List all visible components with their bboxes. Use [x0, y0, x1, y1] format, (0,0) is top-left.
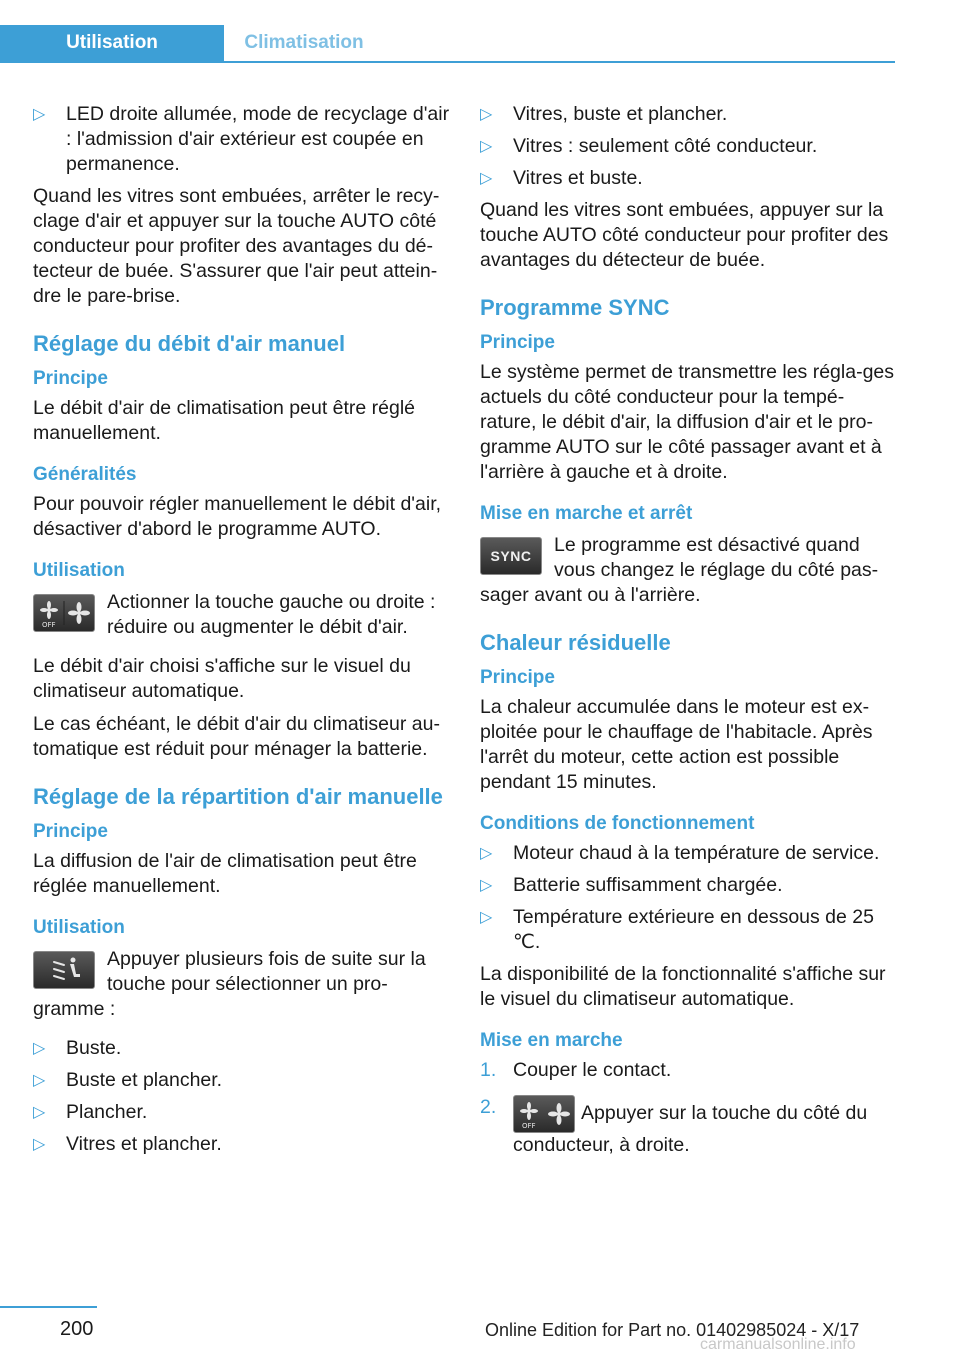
triangle-bullet-icon: ▷ — [33, 1040, 46, 1057]
air-distribution-button-icon — [33, 951, 95, 989]
subsection-heading: Principe — [33, 821, 108, 842]
watermark: carmanualsonline.info — [700, 1336, 856, 1353]
list-item: ▷ Température extérieure en dessous de 25 ℃. — [480, 906, 874, 953]
subsection-heading: Généralités — [33, 464, 137, 485]
paragraph: Le cas échéant, le débit d'air du climatiseur au-tomatique est réduit pour ménager la batterie. — [33, 713, 440, 760]
list-item: ▷ LED droite allumée, mode de recyclage d'air : l'admission d'air extérieur est coupée en permanence. — [33, 103, 450, 175]
icon-text-block — [33, 947, 451, 1022]
section-title: Réglage du débit d'air manuel — [33, 331, 346, 356]
subsection-heading: Principe — [480, 667, 555, 688]
triangle-bullet-icon: ▷ — [33, 106, 46, 123]
steps-list — [480, 1058, 898, 1158]
tab-climatisation[interactable]: Climatisation — [244, 32, 364, 53]
tab-utilisation[interactable]: Utilisation — [0, 25, 224, 61]
list-item: ▷ Batterie suffisamment chargée. — [480, 874, 783, 896]
triangle-bullet-icon: ▷ — [480, 845, 493, 862]
paragraph: Le débit d'air de climatisation peut être réglé manuellement. — [33, 397, 416, 444]
section-title: Chaleur résiduelle — [480, 630, 671, 655]
subsection-heading: Utilisation — [33, 560, 125, 581]
paragraph: La diffusion de l'air de climatisation peut être réglée manuellement. — [33, 850, 417, 897]
icon-text-block — [33, 590, 451, 640]
paragraph: La disponibilité de la fonctionnalité s'affiche sur le visuel du climatiseur automatique. — [480, 963, 886, 1010]
edition-note: Online Edition for Part no. 01402985024 - X/17 — [485, 1320, 860, 1340]
fan-off-button-icon — [33, 594, 95, 632]
page-number: 200 — [60, 1318, 94, 1340]
section-title: Réglage de la répartition d'air manuelle — [33, 784, 443, 809]
section-title: Programme SYNC — [480, 295, 670, 320]
list-item: ▷ Buste. — [33, 1037, 122, 1059]
paragraph: Le système permet de transmettre les régla-ges actuels du côté conducteur pour la tempé-rature, le débit d'air, la diffusion d'air et le pro-gramme AUTO sur le côté passager avant et à l'arrière à gauche et à droite. — [480, 361, 895, 483]
subsection-heading: Principe — [33, 368, 108, 389]
triangle-bullet-icon: ▷ — [480, 106, 493, 123]
subsection-heading: Mise en marche et arrêt — [480, 503, 693, 524]
paragraph: Pour pouvoir régler manuellement le débit d'air, désactiver d'abord le programme AUTO. — [33, 493, 442, 540]
paragraph: Quand les vitres sont embuées, arrêter le recy-clage d'air et appuyer sur la touche AUTO côté conducteur pour profiter des avantages du dé-tecteur de buée. S'assurer que l'air peut attein-dre le pare-brise. — [33, 185, 440, 307]
list-item: ▷ Vitres et plancher. — [33, 1133, 222, 1155]
right-column — [480, 102, 898, 1170]
subsection-heading: Conditions de fonctionnement — [480, 813, 755, 834]
triangle-bullet-icon: ▷ — [480, 170, 493, 187]
icon-text-block — [480, 533, 898, 608]
paragraph: La chaleur accumulée dans le moteur est ex-ploitée pour le chauffage de l'habitacle. Après l'arrêt du moteur, cette action est possible pendant 15 minutes. — [480, 696, 873, 793]
program-list-continued — [480, 102, 898, 191]
list-item: ▷ Vitres et buste. — [480, 167, 643, 189]
subsection-heading: Principe — [480, 332, 555, 353]
program-list — [33, 1036, 451, 1157]
bullet-list — [33, 102, 451, 177]
list-item: ▷ Vitres : seulement côté conducteur. — [480, 135, 818, 157]
subsection-heading: Mise en marche — [480, 1030, 623, 1051]
conditions-list — [480, 841, 898, 955]
list-item: ▷ Moteur chaud à la température de service. — [480, 842, 880, 864]
triangle-bullet-icon: ▷ — [33, 1136, 46, 1153]
chapter-tabs — [0, 25, 895, 63]
list-item: 2. OFF Appuyer sur la touche du côté du conducteur, à droite. — [480, 1096, 868, 1156]
paragraph: Appuyer plusieurs fois de suite sur la touche pour sélectionner un pro-gramme : — [33, 948, 426, 1020]
subsection-heading: Utilisation — [33, 917, 125, 938]
list-item: 1. Couper le contact. — [480, 1059, 672, 1081]
paragraph: Le débit d'air choisi s'affiche sur le visuel du climatiseur automatique. — [33, 655, 411, 702]
triangle-bullet-icon: ▷ — [480, 138, 493, 155]
svg-text:OFF: OFF — [42, 621, 56, 629]
list-item: ▷ Plancher. — [33, 1101, 148, 1123]
triangle-bullet-icon: ▷ — [480, 909, 493, 926]
paragraph: Le programme est désactivé quand vous changez le réglage du côté pas-sager avant ou à l'arrière. — [480, 534, 879, 606]
paragraph: Actionner la touche gauche ou droite : réduire ou augmenter le débit d'air. — [107, 591, 436, 638]
left-column — [33, 102, 451, 1164]
page-number-rule — [0, 1306, 97, 1308]
sync-button-icon: SYNC — [480, 537, 542, 575]
paragraph: Quand les vitres sont embuées, appuyer sur la touche AUTO côté conducteur pour profiter des avantages du détecteur de buée. — [480, 199, 889, 271]
list-item: ▷ Buste et plancher. — [33, 1069, 223, 1091]
svg-text:OFF: OFF — [522, 1122, 536, 1130]
list-item: ▷ Vitres, buste et plancher. — [480, 103, 728, 125]
triangle-bullet-icon: ▷ — [33, 1104, 46, 1121]
triangle-bullet-icon: ▷ — [33, 1072, 46, 1089]
fan-off-button-icon — [513, 1095, 575, 1133]
triangle-bullet-icon: ▷ — [480, 877, 493, 894]
